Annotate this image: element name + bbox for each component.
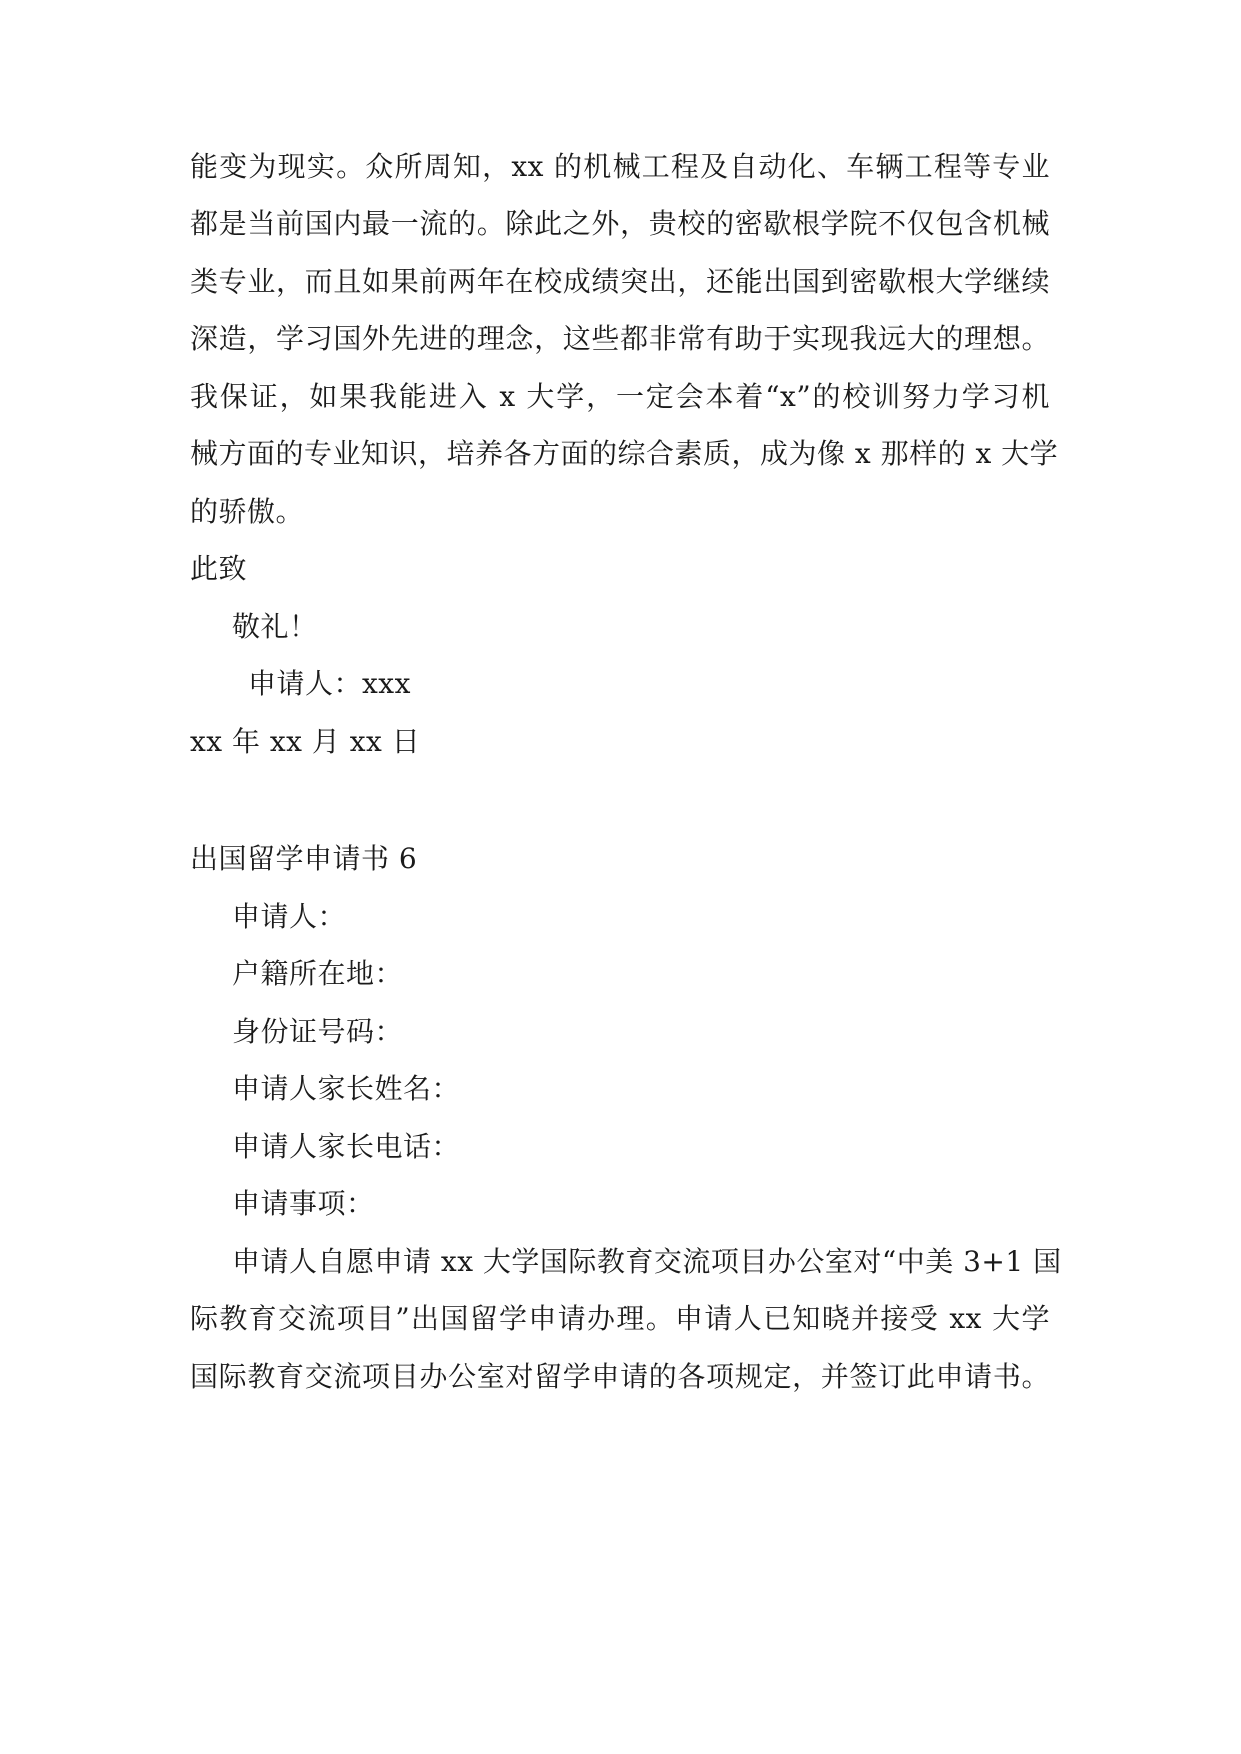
field-applicant: 申请人： — [232, 900, 347, 933]
paragraph-line: 的骄傲。 — [190, 495, 305, 528]
paragraph-line: 我保证，如果我能进入 x 大学，一定会本着“x”的校训努力学习机 — [190, 380, 1050, 413]
paragraph-line: 申请人自愿申请 xx 大学国际教育交流项目办公室对“中美 3+1 国 — [232, 1245, 1062, 1278]
paragraph-line: 国际教育交流项目办公室对留学申请的各项规定，并签订此申请书。 — [190, 1360, 1050, 1393]
paragraph-line: 类专业，而且如果前两年在校成绩突出，还能出国到密歇根大学继续 — [190, 265, 1050, 298]
applicant-signature: 申请人：xxx — [248, 667, 411, 700]
paragraph-line: 深造，学习国外先进的理念，这些都非常有助于实现我远大的理想。 — [190, 322, 1050, 355]
closing-date: xx 年 xx 月 xx 日 — [190, 725, 421, 758]
paragraph-line: 际教育交流项目”出国留学申请办理。申请人已知晓并接受 xx 大学 — [190, 1302, 1050, 1335]
field-parent-phone: 申请人家长电话： — [232, 1130, 461, 1163]
closing-salutation: 此致 — [190, 552, 248, 585]
paragraph-line: 能变为现实。众所周知，xx 的机械工程及自动化、车辆工程等专业 — [190, 150, 1050, 183]
field-parent-name: 申请人家长姓名： — [232, 1072, 461, 1105]
paragraph-line: 都是当前国内最一流的。除此之外，贵校的密歇根学院不仅包含机械 — [190, 207, 1050, 240]
section-title: 出国留学申请书 6 — [190, 842, 418, 875]
paragraph-line: 械方面的专业知识，培养各方面的综合素质，成为像 x 那样的 x 大学 — [190, 437, 1059, 470]
closing-regards: 敬礼！ — [232, 610, 318, 643]
field-id-number: 身份证号码： — [232, 1015, 404, 1048]
field-application-matter: 申请事项： — [232, 1187, 375, 1220]
field-household-registration: 户籍所在地： — [232, 957, 404, 990]
